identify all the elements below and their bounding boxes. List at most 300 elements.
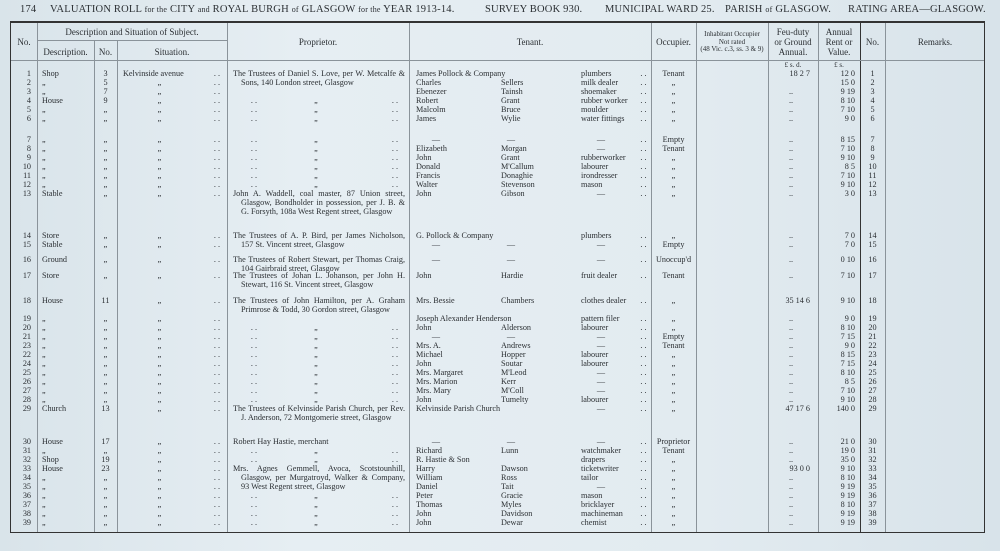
- proprietor-ditto-dots: . .: [250, 114, 258, 123]
- leader-dots: . .: [640, 377, 647, 386]
- leader-dots: . .: [640, 153, 647, 162]
- row-annual-rent: 7 0: [844, 231, 855, 240]
- proprietor-ditto: „: [314, 446, 318, 455]
- row-description: Church: [42, 404, 67, 413]
- row-annual-rent: 140 0: [836, 404, 855, 413]
- row-tenant-last: Wylie: [501, 114, 521, 123]
- row-tenant-first: William: [416, 473, 443, 482]
- row-street-number: „: [103, 153, 108, 162]
- row-street-number: „: [103, 144, 108, 153]
- proprietor-ditto-dots: . .: [391, 509, 399, 518]
- row-annual-rent: 7 10: [840, 171, 855, 180]
- leader-dots: . .: [213, 404, 221, 413]
- row-tenant-first: Mrs. Margaret: [416, 368, 464, 377]
- municipal-ward: MUNICIPAL WARD 25.: [605, 4, 715, 15]
- row-feu-duty: ..: [788, 368, 794, 377]
- row-situation: „: [157, 323, 162, 332]
- proprietor-ditto-dots: . .: [250, 518, 258, 527]
- row-situation: „: [157, 271, 162, 280]
- row-tenant-first: —: [431, 255, 441, 264]
- proprietor-ditto: „: [314, 491, 318, 500]
- row-number: 8: [26, 144, 31, 153]
- row-trade: plumbers: [581, 231, 612, 240]
- leader-dots: . .: [213, 153, 221, 162]
- row-tenant-last: —: [506, 135, 516, 144]
- row-occupier: „: [671, 464, 676, 473]
- row-annual-rent: 8 5: [844, 377, 855, 386]
- row-situation: „: [157, 341, 162, 350]
- proprietor-ditto-dots: . .: [391, 323, 399, 332]
- row-annual-rent: 7 10: [840, 144, 855, 153]
- proprietor-ditto: „: [314, 377, 318, 386]
- row-number-right: 16: [868, 255, 877, 264]
- row-number-right: 25: [868, 368, 877, 377]
- leader-dots: . .: [640, 350, 647, 359]
- row-street-number: „: [103, 377, 108, 386]
- row-description: „: [42, 171, 46, 180]
- row-tenant-last: Tumelty: [501, 395, 529, 404]
- row-street-number: „: [103, 171, 108, 180]
- proprietor-ditto-dots: . .: [250, 350, 258, 359]
- row-number: 33: [22, 464, 31, 473]
- proprietor-ditto-dots: . .: [250, 162, 258, 171]
- proprietor-ditto-dots: . .: [250, 386, 258, 395]
- proprietor-ditto-dots: . .: [250, 171, 258, 180]
- row-tenant-last: Bruce: [501, 105, 521, 114]
- proprietor-ditto-dots: . .: [250, 395, 258, 404]
- row-occupier: „: [671, 455, 676, 464]
- row-occupier: „: [671, 350, 676, 359]
- row-annual-rent: 9 0: [844, 114, 855, 123]
- row-occupier: „: [671, 105, 676, 114]
- row-description: „: [42, 323, 46, 332]
- row-street-number: „: [103, 341, 108, 350]
- row-tenant-last: Davidson: [501, 509, 533, 518]
- page-header: [20, 4, 986, 18]
- leader-dots: . .: [640, 473, 647, 482]
- row-street-number: „: [103, 500, 108, 509]
- proprietor-ditto: „: [314, 135, 318, 144]
- row-number-right: 9: [870, 153, 875, 162]
- rating-area: RATING AREA—GLASGOW.: [848, 4, 986, 15]
- row-annual-rent: 3 0: [844, 189, 855, 198]
- row-number-right: 11: [868, 171, 877, 180]
- row-number-right: 37: [868, 500, 877, 509]
- row-number: 14: [22, 231, 31, 240]
- row-description: „: [42, 482, 46, 491]
- row-feu-duty: ..: [788, 87, 794, 96]
- row-situation: „: [157, 296, 162, 305]
- col-no-right: No.: [865, 37, 880, 47]
- proprietor-ditto-dots: . .: [391, 368, 399, 377]
- leader-dots: . .: [213, 78, 221, 87]
- proprietor-ditto: „: [314, 518, 318, 527]
- row-tenant-first: Daniel: [416, 482, 438, 491]
- row-number-right: 21: [868, 332, 877, 341]
- proprietor-ditto: „: [314, 368, 318, 377]
- leader-dots: . .: [640, 296, 647, 305]
- leader-dots: . .: [213, 359, 221, 368]
- row-feu-duty: ..: [788, 189, 794, 198]
- leader-dots: . .: [213, 395, 221, 404]
- leader-dots: . .: [213, 314, 221, 323]
- proprietor-ditto-dots: . .: [391, 105, 399, 114]
- row-number-right: 14: [868, 231, 877, 240]
- row-feu-duty: ..: [788, 162, 794, 171]
- row-feu-duty: ..: [788, 144, 794, 153]
- row-proprietor: Robert Hay Hastie, merchant: [233, 437, 329, 446]
- row-trade: labourer: [581, 395, 609, 404]
- row-number: 12: [22, 180, 31, 189]
- row-situation: „: [157, 153, 162, 162]
- proprietor-ditto-dots: . .: [250, 332, 258, 341]
- row-situation: „: [157, 446, 162, 455]
- row-tenant-last: M'Coll: [501, 386, 524, 395]
- row-trade: —: [596, 368, 606, 377]
- row-feu-duty: 18 2 7: [789, 69, 810, 78]
- leader-dots: . .: [640, 368, 647, 377]
- proprietor-ditto: „: [314, 500, 318, 509]
- row-annual-rent: 9 0: [844, 314, 855, 323]
- row-situation: „: [157, 105, 162, 114]
- row-situation: „: [157, 377, 162, 386]
- row-number: 39: [22, 518, 31, 527]
- row-tenant-last: Donaghie: [501, 171, 533, 180]
- proprietor-ditto-dots: . .: [250, 135, 258, 144]
- row-trade: watchmaker: [581, 446, 622, 455]
- row-tenant-last: —: [506, 437, 516, 446]
- row-number-right: 28: [868, 395, 877, 404]
- row-street-number: „: [103, 446, 108, 455]
- row-tenant-first: Elizabeth: [416, 144, 447, 153]
- row-tenant-first: John: [416, 271, 432, 280]
- row-occupier: „: [671, 359, 676, 368]
- row-trade: mason: [581, 180, 603, 189]
- row-annual-rent: 8 10: [840, 368, 855, 377]
- row-tenant-first: —: [431, 437, 441, 446]
- valuation-table: [10, 21, 985, 533]
- row-street-number: „: [103, 323, 108, 332]
- row-number: 31: [22, 446, 31, 455]
- col-feu-duty: Feu-duty or Ground Annual.: [774, 27, 812, 57]
- proprietor-ditto: „: [314, 180, 318, 189]
- row-description: „: [42, 509, 46, 518]
- row-number: 32: [22, 455, 31, 464]
- row-feu-duty: ..: [788, 231, 794, 240]
- row-annual-rent: 8 10: [840, 473, 855, 482]
- proprietor-ditto: „: [314, 323, 318, 332]
- row-number: 5: [26, 105, 31, 114]
- row-trade: —: [596, 255, 606, 264]
- row-number-right: 22: [868, 341, 877, 350]
- row-number: 38: [22, 509, 31, 518]
- leader-dots: . .: [213, 189, 221, 198]
- row-street-number: „: [103, 105, 108, 114]
- row-tenant-last: Andrews: [501, 341, 531, 350]
- proprietor-ditto-dots: . .: [391, 518, 399, 527]
- row-proprietor: The Trustees of Robert Stewart, per Thomas Craig, 104 Gairbraid street, Glasgow: [233, 255, 405, 273]
- row-street-number: „: [103, 350, 108, 359]
- col-occupier: Occupier.: [656, 37, 691, 47]
- proprietor-ditto-dots: . .: [250, 491, 258, 500]
- row-trade: —: [596, 386, 606, 395]
- row-description: „: [42, 473, 46, 482]
- proprietor-ditto-dots: . .: [391, 144, 399, 153]
- row-street-number: „: [103, 240, 108, 249]
- proprietor-ditto: „: [314, 455, 318, 464]
- row-number-right: 17: [868, 271, 877, 280]
- row-street-number: „: [103, 255, 108, 264]
- row-occupier: Proprietor: [656, 437, 691, 446]
- row-situation: „: [157, 395, 162, 404]
- col-number: No.: [98, 47, 113, 57]
- row-tenant-first: Richard: [416, 446, 442, 455]
- row-trade: plumbers: [581, 69, 612, 78]
- row-feu-duty: ..: [788, 395, 794, 404]
- row-annual-rent: 35 0: [840, 455, 855, 464]
- row-tenant-first: Charles: [416, 78, 442, 87]
- leader-dots: . .: [213, 386, 221, 395]
- row-trade: tailor: [581, 473, 599, 482]
- row-trade: —: [596, 135, 606, 144]
- row-street-number: „: [103, 114, 108, 123]
- row-occupier: Tenant: [662, 271, 685, 280]
- leader-dots: . .: [640, 518, 647, 527]
- row-trade: clothes dealer: [581, 296, 627, 305]
- row-occupier: „: [671, 491, 676, 500]
- row-description: „: [42, 500, 46, 509]
- row-situation: „: [157, 162, 162, 171]
- row-feu-duty: ..: [788, 359, 794, 368]
- row-tenant-last: Chambers: [501, 296, 535, 305]
- row-situation: Kelvinside avenue: [123, 69, 184, 78]
- proprietor-ditto: „: [314, 114, 318, 123]
- row-tenant-last: Dawson: [501, 464, 528, 473]
- proprietor-ditto-dots: . .: [250, 500, 258, 509]
- row-trade: ticketwriter: [581, 464, 619, 473]
- proprietor-ditto-dots: . .: [250, 323, 258, 332]
- row-tenant-last: Gracie: [501, 491, 523, 500]
- row-feu-duty: ..: [788, 114, 794, 123]
- row-number: 20: [22, 323, 31, 332]
- row-street-number: „: [103, 518, 108, 527]
- row-number: 23: [22, 341, 31, 350]
- row-number-right: 8: [870, 144, 875, 153]
- proprietor-ditto: „: [314, 96, 318, 105]
- row-annual-rent: 12 0: [840, 69, 855, 78]
- row-description: „: [42, 153, 46, 162]
- row-occupier: Tenant: [662, 144, 685, 153]
- row-number: 4: [26, 96, 31, 105]
- row-situation: „: [157, 350, 162, 359]
- row-street-number: „: [103, 231, 108, 240]
- row-annual-rent: 7 10: [840, 105, 855, 114]
- row-trade: chemist: [581, 518, 607, 527]
- row-number-right: 1: [870, 69, 875, 78]
- rent-units: £ s.: [834, 61, 844, 69]
- row-street-number: 7: [103, 87, 108, 96]
- row-situation: „: [157, 464, 162, 473]
- row-annual-rent: 9 10: [840, 464, 855, 473]
- leader-dots: . .: [213, 509, 221, 518]
- proprietor-ditto-dots: . .: [391, 395, 399, 404]
- proprietor-ditto-dots: . .: [391, 359, 399, 368]
- row-number: 11: [23, 171, 31, 180]
- row-annual-rent: 8 5: [844, 162, 855, 171]
- row-number: 28: [22, 395, 31, 404]
- row-tenant-first: John: [416, 395, 432, 404]
- leader-dots: . .: [213, 114, 221, 123]
- row-occupier: „: [671, 189, 676, 198]
- leader-dots: . .: [640, 437, 647, 446]
- row-tenant-last: Hopper: [501, 350, 526, 359]
- row-description: „: [42, 135, 46, 144]
- row-number-right: 24: [868, 359, 877, 368]
- row-trade: labourer: [581, 350, 609, 359]
- row-street-number: „: [103, 135, 108, 144]
- row-proprietor: Mrs. Agnes Gemmell, Avoca, Scotstounhill, Glasgow, per Murgatroyd, Walker & Company, 93 West Regent street, Glasgow: [233, 464, 405, 491]
- row-street-number: „: [103, 271, 108, 280]
- row-trade: irondresser: [581, 171, 618, 180]
- row-number-right: 30: [868, 437, 877, 446]
- row-description: House: [42, 464, 63, 473]
- proprietor-ditto-dots: . .: [391, 162, 399, 171]
- row-annual-rent: 7 15: [840, 359, 855, 368]
- row-occupier: „: [671, 296, 676, 305]
- row-number-right: 6: [870, 114, 875, 123]
- proprietor-ditto-dots: . .: [391, 96, 399, 105]
- row-tenant-first: Mrs. Marion: [416, 377, 458, 386]
- row-trade: —: [596, 377, 606, 386]
- row-number: 21: [22, 332, 31, 341]
- row-tenant-first: John: [416, 323, 432, 332]
- row-tenant-last: Stevenson: [501, 180, 535, 189]
- leader-dots: . .: [640, 96, 647, 105]
- row-annual-rent: 9 10: [840, 395, 855, 404]
- leader-dots: . .: [213, 482, 221, 491]
- row-feu-duty: ..: [788, 271, 794, 280]
- row-situation: „: [157, 189, 162, 198]
- row-tenant-last: Myles: [501, 500, 522, 509]
- proprietor-ditto: „: [314, 332, 318, 341]
- row-tenant-first: Thomas: [416, 500, 443, 509]
- row-tenant-first: John: [416, 509, 432, 518]
- row-tenant-last: Kerr: [501, 377, 516, 386]
- proprietor-ditto-dots: . .: [391, 446, 399, 455]
- row-number-right: 38: [868, 509, 877, 518]
- row-description: „: [42, 341, 46, 350]
- row-street-number: 17: [101, 437, 110, 446]
- row-annual-rent: 9 10: [840, 296, 855, 305]
- leader-dots: . .: [640, 386, 647, 395]
- row-occupier: „: [671, 87, 676, 96]
- row-occupier: Tenant: [662, 446, 685, 455]
- leader-dots: . .: [213, 350, 221, 359]
- row-number-right: 33: [868, 464, 877, 473]
- col-no: No.: [17, 37, 31, 47]
- leader-dots: . .: [213, 180, 221, 189]
- leader-dots: . .: [640, 314, 647, 323]
- row-description: House: [42, 296, 63, 305]
- row-street-number: „: [103, 314, 108, 323]
- row-situation: „: [157, 368, 162, 377]
- row-tenant-last: Grant: [501, 153, 520, 162]
- proprietor-ditto-dots: . .: [250, 455, 258, 464]
- row-trade: machineman: [581, 509, 623, 518]
- row-occupier: „: [671, 482, 676, 491]
- row-tenant-last: Gibson: [501, 189, 525, 198]
- row-number-right: 31: [868, 446, 877, 455]
- proprietor-ditto-dots: . .: [250, 359, 258, 368]
- proprietor-ditto-dots: . .: [391, 386, 399, 395]
- leader-dots: . .: [640, 359, 647, 368]
- row-feu-duty: ..: [788, 332, 794, 341]
- row-trade: shoemaker: [581, 87, 617, 96]
- row-description: „: [42, 332, 46, 341]
- row-tenant-first: John: [416, 153, 432, 162]
- row-tenant-last: —: [506, 332, 516, 341]
- row-situation: „: [157, 359, 162, 368]
- row-feu-duty: ..: [788, 171, 794, 180]
- row-tenant-last: Grant: [501, 96, 520, 105]
- row-annual-rent: 7 10: [840, 386, 855, 395]
- leader-dots: . .: [213, 473, 221, 482]
- row-street-number: „: [103, 395, 108, 404]
- row-feu-duty: ..: [788, 341, 794, 350]
- row-trade: —: [596, 482, 606, 491]
- row-street-number: „: [103, 368, 108, 377]
- row-situation: „: [157, 386, 162, 395]
- row-occupier: „: [671, 162, 676, 171]
- column-rule: [409, 23, 410, 532]
- row-street-number: „: [103, 359, 108, 368]
- row-number: 22: [22, 350, 31, 359]
- proprietor-ditto-dots: . .: [391, 341, 399, 350]
- row-number-right: 27: [868, 386, 877, 395]
- row-annual-rent: 9 10: [840, 180, 855, 189]
- row-tenant-last: Tainsh: [501, 87, 523, 96]
- row-description: „: [42, 78, 46, 87]
- row-number: 24: [22, 359, 31, 368]
- row-annual-rent: 9 0: [844, 341, 855, 350]
- row-situation: „: [157, 87, 162, 96]
- row-number: 7: [26, 135, 31, 144]
- leader-dots: . .: [213, 231, 221, 240]
- proprietor-ditto-dots: . .: [250, 368, 258, 377]
- leader-dots: . .: [213, 518, 221, 527]
- row-trade: labourer: [581, 323, 609, 332]
- leader-dots: . .: [213, 332, 221, 341]
- leader-dots: . .: [213, 271, 221, 280]
- row-trade: rubber worker: [581, 96, 628, 105]
- row-feu-duty: ..: [788, 255, 794, 264]
- row-street-number: „: [103, 180, 108, 189]
- proprietor-ditto: „: [314, 509, 318, 518]
- row-feu-duty: ..: [788, 386, 794, 395]
- leader-dots: . .: [640, 255, 647, 264]
- row-tenant-last: Morgan: [501, 144, 527, 153]
- row-feu-duty: 35 14 6: [785, 296, 810, 305]
- row-feu-duty: ..: [788, 491, 794, 500]
- leader-dots: . .: [213, 323, 221, 332]
- row-tenant: G. Pollock & Company: [416, 231, 494, 240]
- row-tenant-first: Francis: [416, 171, 441, 180]
- row-number: 37: [22, 500, 31, 509]
- row-number: 34: [22, 473, 31, 482]
- proprietor-ditto: „: [314, 350, 318, 359]
- row-number-right: 13: [868, 189, 877, 198]
- row-number-right: 26: [868, 377, 877, 386]
